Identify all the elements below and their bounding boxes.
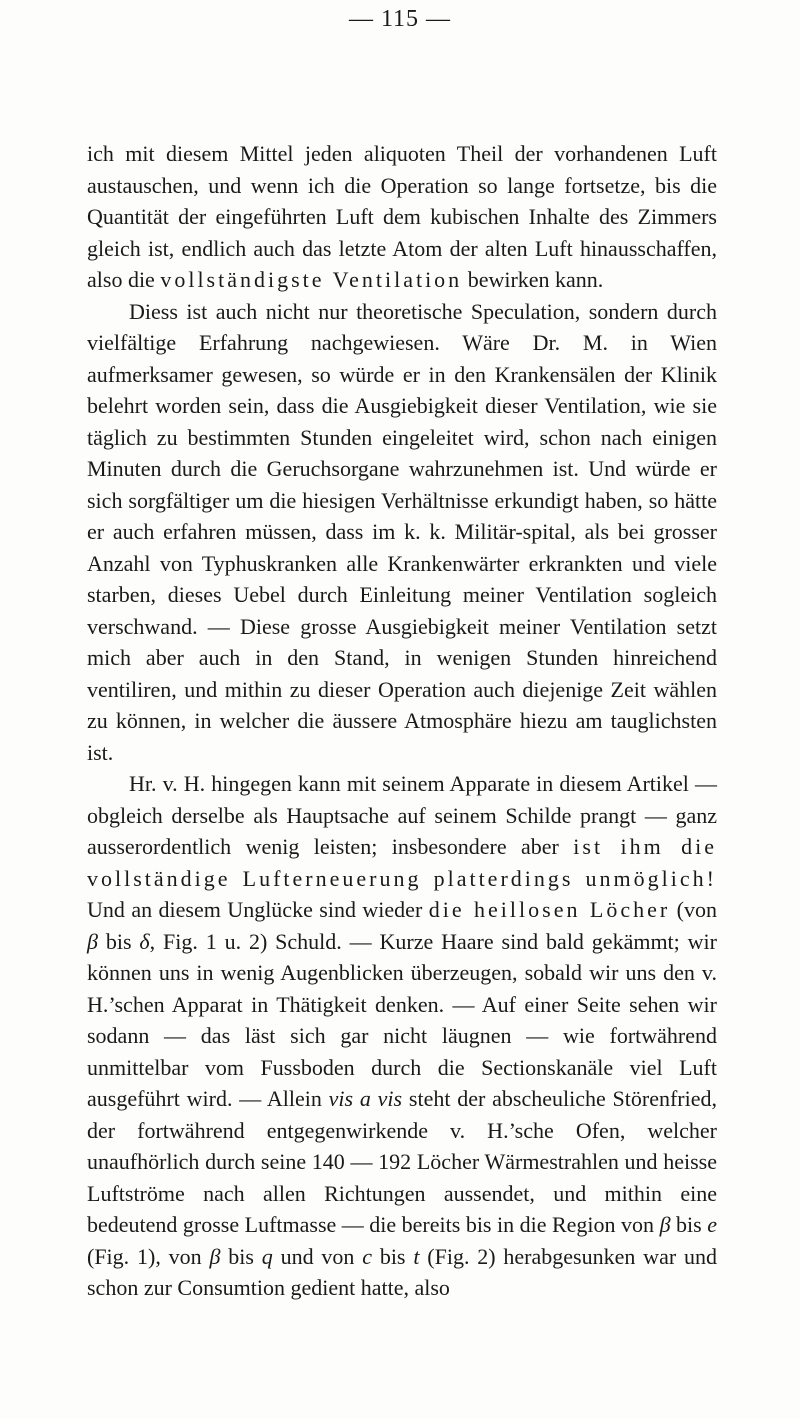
text-run: bis [97,928,140,954]
page-number: — 115 — [348,6,452,32]
emphasized-text: ist ihm die vollständige Lufterneuerung platterdings unmöglich! [87,834,718,891]
italic-symbol: δ [139,928,150,954]
italic-symbol: β [209,1243,221,1269]
paragraph [87,768,717,1304]
paragraph [87,296,717,769]
text-run: (von [670,897,717,922]
text-run: (Fig. 1), von [87,1243,210,1269]
emphasized-text: vollständigste Ventilation [160,267,463,292]
text-run: steht der abscheuliche Störenfried, der fortwährend entgegenwirkende v. H.’sche Ofen, welcher unaufhörlich durch seine 140 — 192 Löcher Wärmestrahlen und heisse Luftströme nach allen Richtungen aussendet, und mithin eine bedeutend grosse Luftmasse — die bereits bis in die Region von [87,1086,717,1237]
text-run: bewirken kann. [462,267,604,292]
italic-symbol: q [261,1243,273,1269]
text-run: bis [670,1212,708,1237]
text-run: (Fig. 2) herabgesunken war und schon zur Consumtion gedient hatte, also [87,1243,717,1300]
text-run: , Fig. 1 u. 2) Schuld. — Kurze Haare sind bald gekämmt; wir können uns in wenig Augenblicken überzeugen, sobald wir uns den v. H.’schen Apparat in Thätigkeit denken. — Auf einer Seite sehen wir sodann — das läst sich gar nicht läugnen — wie fortwährend unmittelbar vom Fussboden durch die Sectionskanäle viel Luft ausgeführt wird. — Allein [87,928,717,1111]
italic-symbol: vis a vis [328,1086,403,1111]
text-run: bis [220,1243,262,1269]
text-run: und von [272,1243,363,1269]
body-text [87,138,717,1304]
italic-symbol: β [87,928,98,954]
italic-symbol: t [413,1243,420,1269]
italic-symbol: β [659,1212,671,1237]
text-run: Und an diesem Unglücke sind wieder [87,897,429,922]
text-run: Hr. v. H. hingegen kann mit seinem Apparate in diesem Artikel — obgleich derselbe als Hauptsache auf seinem Schilde prangt — ganz ausserordentlich wenig leisten; insbesondere aber [87,771,717,859]
paragraph [87,138,717,296]
italic-symbol: c [362,1243,372,1269]
text-run: bis [372,1243,414,1269]
italic-symbol: e [707,1212,717,1237]
text-run: Diess ist auch nicht nur theoretische Speculation, sondern durch vielfältige Erfahrung nachgewiesen. Wäre Dr. M. in Wien aufmerksamer gewesen, so würde er in den Krankensälen der Klinik belehrt worden sein, dass die Ausgiebigkeit dieser Ventilation, wie sie täglich zu bestimmten Stunden eingeleitet wird, schon nach einigen Minuten durch die Geruchsorgane wahrzunehmen ist. Und würde er sich sorgfältiger um die hiesigen Verhältnisse erkundigt haben, so hätte er auch erfahren müssen, dass im k. k. Militär-spital, als bei grosser Anzahl von Typhuskranken alle Krankenwärter erkrankten und viele starben, dieses Uebel durch Einleitung meiner Ventilation sogleich verschwand. — Diese grosse Ausgiebigkeit meiner Ventilation setzt mich aber auch in den Stand, in wenigen Stunden hinreichend ventiliren, und mithin zu dieser Operation auch diejenige Zeit wählen zu können, in welcher die äussere Atmosphäre hiezu am tauglichsten ist. [87,298,717,765]
emphasized-text: die heillosen Löcher [428,897,671,922]
text-run: ich mit diesem Mittel jeden aliquoten Theil der vorhandenen Luft austauschen, und wenn ich die Operation so lange fortsetze, bis die Quantität der eingeführten Luft dem kubischen Inhalte des Zimmers gleich ist, endlich auch das letzte Atom der alten Luft hinausschaffen, also die [87,141,717,292]
